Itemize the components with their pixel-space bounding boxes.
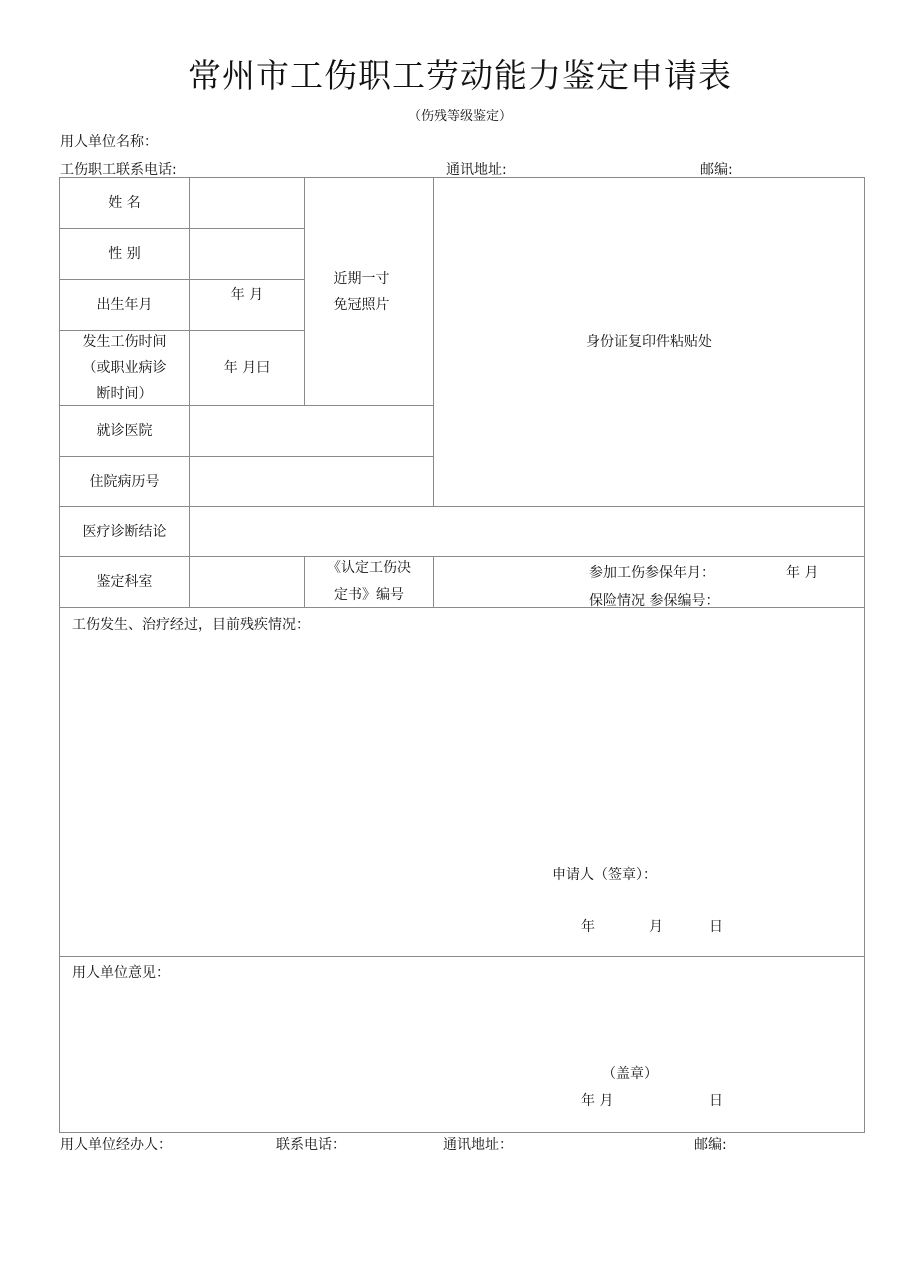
birth-label: 出生年月 <box>96 297 153 313</box>
seal-date-year-month: 年 月 <box>581 1093 614 1109</box>
apply-date-year: 年 <box>581 919 595 935</box>
postcode-label: 邮编: <box>700 162 733 178</box>
footer-postcode-label: 邮编: <box>694 1137 727 1153</box>
gender-field[interactable] <box>190 229 304 279</box>
diagnosis-label: 医疗诊断结论 <box>82 523 167 540</box>
applicant-sign-label: 申请人（签章）： <box>552 867 657 883</box>
decision-no-label <box>305 557 433 607</box>
handler-label: 用人单位经办人： <box>60 1137 172 1153</box>
dept-label: 鉴定科室 <box>96 574 153 590</box>
table-rule <box>59 607 865 608</box>
record-no-field[interactable] <box>190 457 433 506</box>
employer-opinion-label: 用人单位意见： <box>72 965 170 981</box>
page-title: 常州市工伤职工劳动能力鉴定申请表 <box>188 56 732 95</box>
hospital-field[interactable] <box>190 406 433 456</box>
table-rule <box>59 956 865 957</box>
process-label: 工伤发生、治疗经过，目前残疾情况： <box>72 617 310 633</box>
dept-field[interactable] <box>190 557 304 607</box>
insurance-no-label: 保险情况 参保编号： <box>589 593 720 609</box>
hospital-label: 就诊医院 <box>96 423 153 439</box>
footer-address-label: 通讯地址： <box>443 1137 513 1153</box>
photo-label-line1: 近期一寸 <box>333 270 390 287</box>
gender-label: 性 别 <box>108 246 141 262</box>
name-label: 姓 名 <box>108 195 141 211</box>
photo-label-line2: 免冠照片 <box>333 296 390 313</box>
worker-phone-label: 工伤职工联系电话: <box>60 162 177 178</box>
apply-date-day: 日 <box>709 919 723 935</box>
seal-date-day: 日 <box>709 1093 723 1109</box>
injury-time-label-line1: 发生工伤时间 <box>82 334 167 350</box>
apply-date-month: 月 <box>649 919 663 935</box>
injury-time-field[interactable]: 年 月曰 <box>223 360 271 376</box>
decision-label-line1: 《认定工伤决 <box>327 560 411 576</box>
injury-time-label <box>60 331 189 405</box>
insurance-date-value[interactable]: 年 月 <box>786 565 819 581</box>
injury-time-label-line2: （或职业病诊 <box>82 360 167 376</box>
footer-phone-label: 联系电话： <box>276 1137 346 1153</box>
employer-name-label: 用人单位名称： <box>60 134 158 150</box>
id-paste-area: 身份证复印件粘贴处 <box>586 334 712 350</box>
injury-time-label-line3: 断时间） <box>96 386 153 402</box>
diagnosis-field[interactable] <box>190 507 864 556</box>
page-subtitle: （伤残等级鉴定） <box>407 109 512 124</box>
birth-field[interactable]: 年 月 <box>230 287 264 303</box>
seal-label: （盖章） <box>602 1066 658 1082</box>
photo-area <box>305 178 418 405</box>
name-field[interactable] <box>190 178 304 228</box>
insurance-date-label: 参加工伤参保年月： <box>589 565 715 581</box>
table-rule <box>433 556 434 607</box>
address-label: 通讯地址: <box>446 162 507 178</box>
decision-label-line2: 定书》编号 <box>334 587 404 603</box>
record-no-label: 住院病历号 <box>89 473 160 490</box>
